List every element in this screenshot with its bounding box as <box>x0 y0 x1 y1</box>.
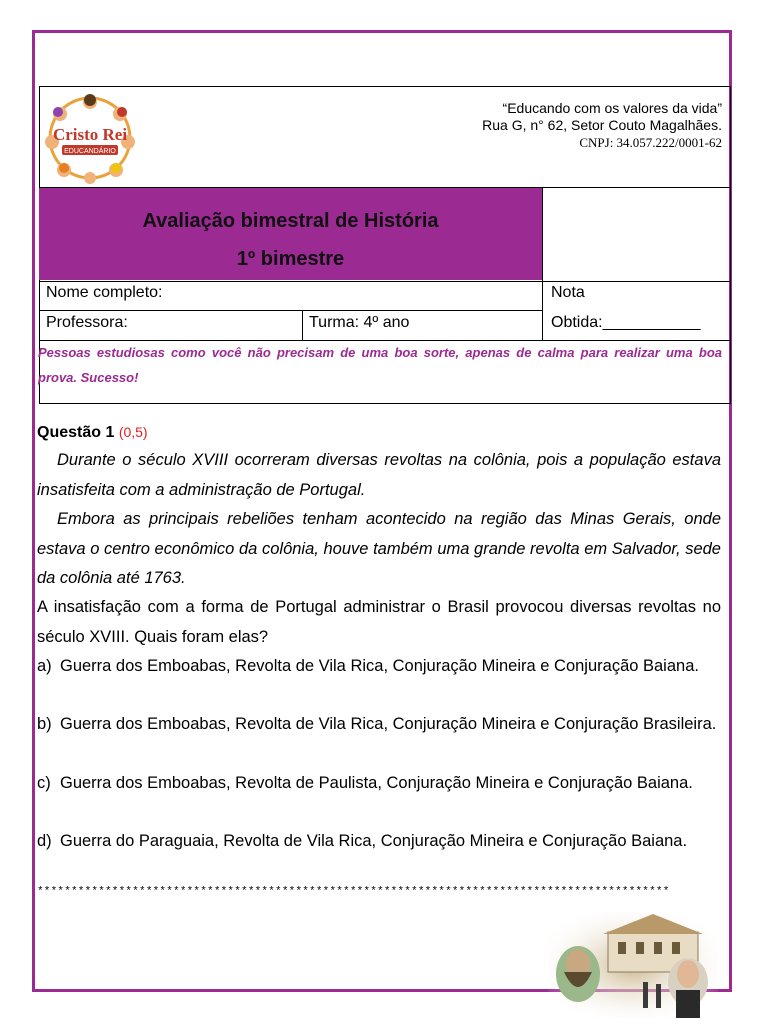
school-cnpj: CNPJ: 34.057.222/0001-62 <box>579 135 722 150</box>
exam-subtitle: 1º bimestre <box>236 248 345 270</box>
question-heading <box>37 418 721 448</box>
school-address: Rua G, n° 62, Setor Couto Magalhães. <box>482 117 722 133</box>
name-label: Nome completo: <box>46 284 163 301</box>
table-right-line <box>730 86 731 404</box>
logo-text: Cristo Rei <box>52 125 128 144</box>
logo-subtext: EDUCANDÁRIO <box>64 148 116 155</box>
option-a <box>37 652 722 682</box>
option-text: Guerra do Paraguaia, Revolta de Vila Rica, Conjuração Mineira e Conjuração Baiana. <box>60 832 688 850</box>
teacher-label: Professora: <box>46 314 128 331</box>
option-b <box>37 710 722 740</box>
school-logo <box>44 92 136 184</box>
class-divider <box>302 310 303 340</box>
separator-line: ********************************************************************************************* <box>37 886 670 898</box>
question-prompt: A insatisfação com a forma de Portugal administrar o Brasil provocou diversas revoltas no século XVIII. Quais foram elas? <box>37 598 721 646</box>
school-slogan: “Educando com os valores da vida” <box>502 100 722 116</box>
option-text: Guerra dos Emboabas, Revolta de Paulista, Conjuração Mineira e Conjuração Baiana. <box>60 774 693 792</box>
option-text: Guerra dos Emboabas, Revolta de Vila Rica, Conjuração Mineira e Conjuração Baiana. <box>60 657 699 675</box>
name-row-line <box>39 310 542 311</box>
question-label: Questão 1 <box>37 424 115 441</box>
question-points: (0,5) <box>118 424 148 440</box>
question-paragraph-2: Embora as principais rebeliões tenham acontecido na região das Minas Gerais, onde estava o centro econômico da colônia, houve também uma grande revolta em Salvador, sede da colônia até 1763. <box>37 510 721 587</box>
option-d <box>37 827 722 857</box>
option-letter: b) <box>37 715 52 733</box>
motto-text: Pessoas estudiosas como você não precisam de uma boa sorte, apenas de calma para realizar uma boa prova. Sucesso! <box>38 345 722 385</box>
motto-bottom-line <box>39 403 731 404</box>
option-letter: a) <box>37 657 52 675</box>
option-letter: d) <box>37 832 52 850</box>
historical-illustration <box>548 912 718 1018</box>
grade-column-divider <box>542 187 543 340</box>
grade-obtained: Obtida:___________ <box>551 314 701 331</box>
header-top-line <box>39 86 731 87</box>
option-c <box>37 769 722 799</box>
exam-title: Avaliação bimestral de História <box>142 210 439 232</box>
option-text: Guerra dos Emboabas, Revolta de Vila Rica, Conjuração Mineira e Conjuração Brasileira. <box>60 715 717 733</box>
school-info <box>482 100 722 151</box>
question-paragraph-1: Durante o século XVIII ocorreram diversas revoltas na colônia, pois a população estava insatisfeita com a administração de Portugal. <box>37 451 721 499</box>
option-letter: c) <box>37 774 51 792</box>
class-label: Turma: 4º ano <box>309 314 410 331</box>
grade-label: Nota <box>551 284 585 301</box>
title-bottom-line <box>39 281 731 282</box>
